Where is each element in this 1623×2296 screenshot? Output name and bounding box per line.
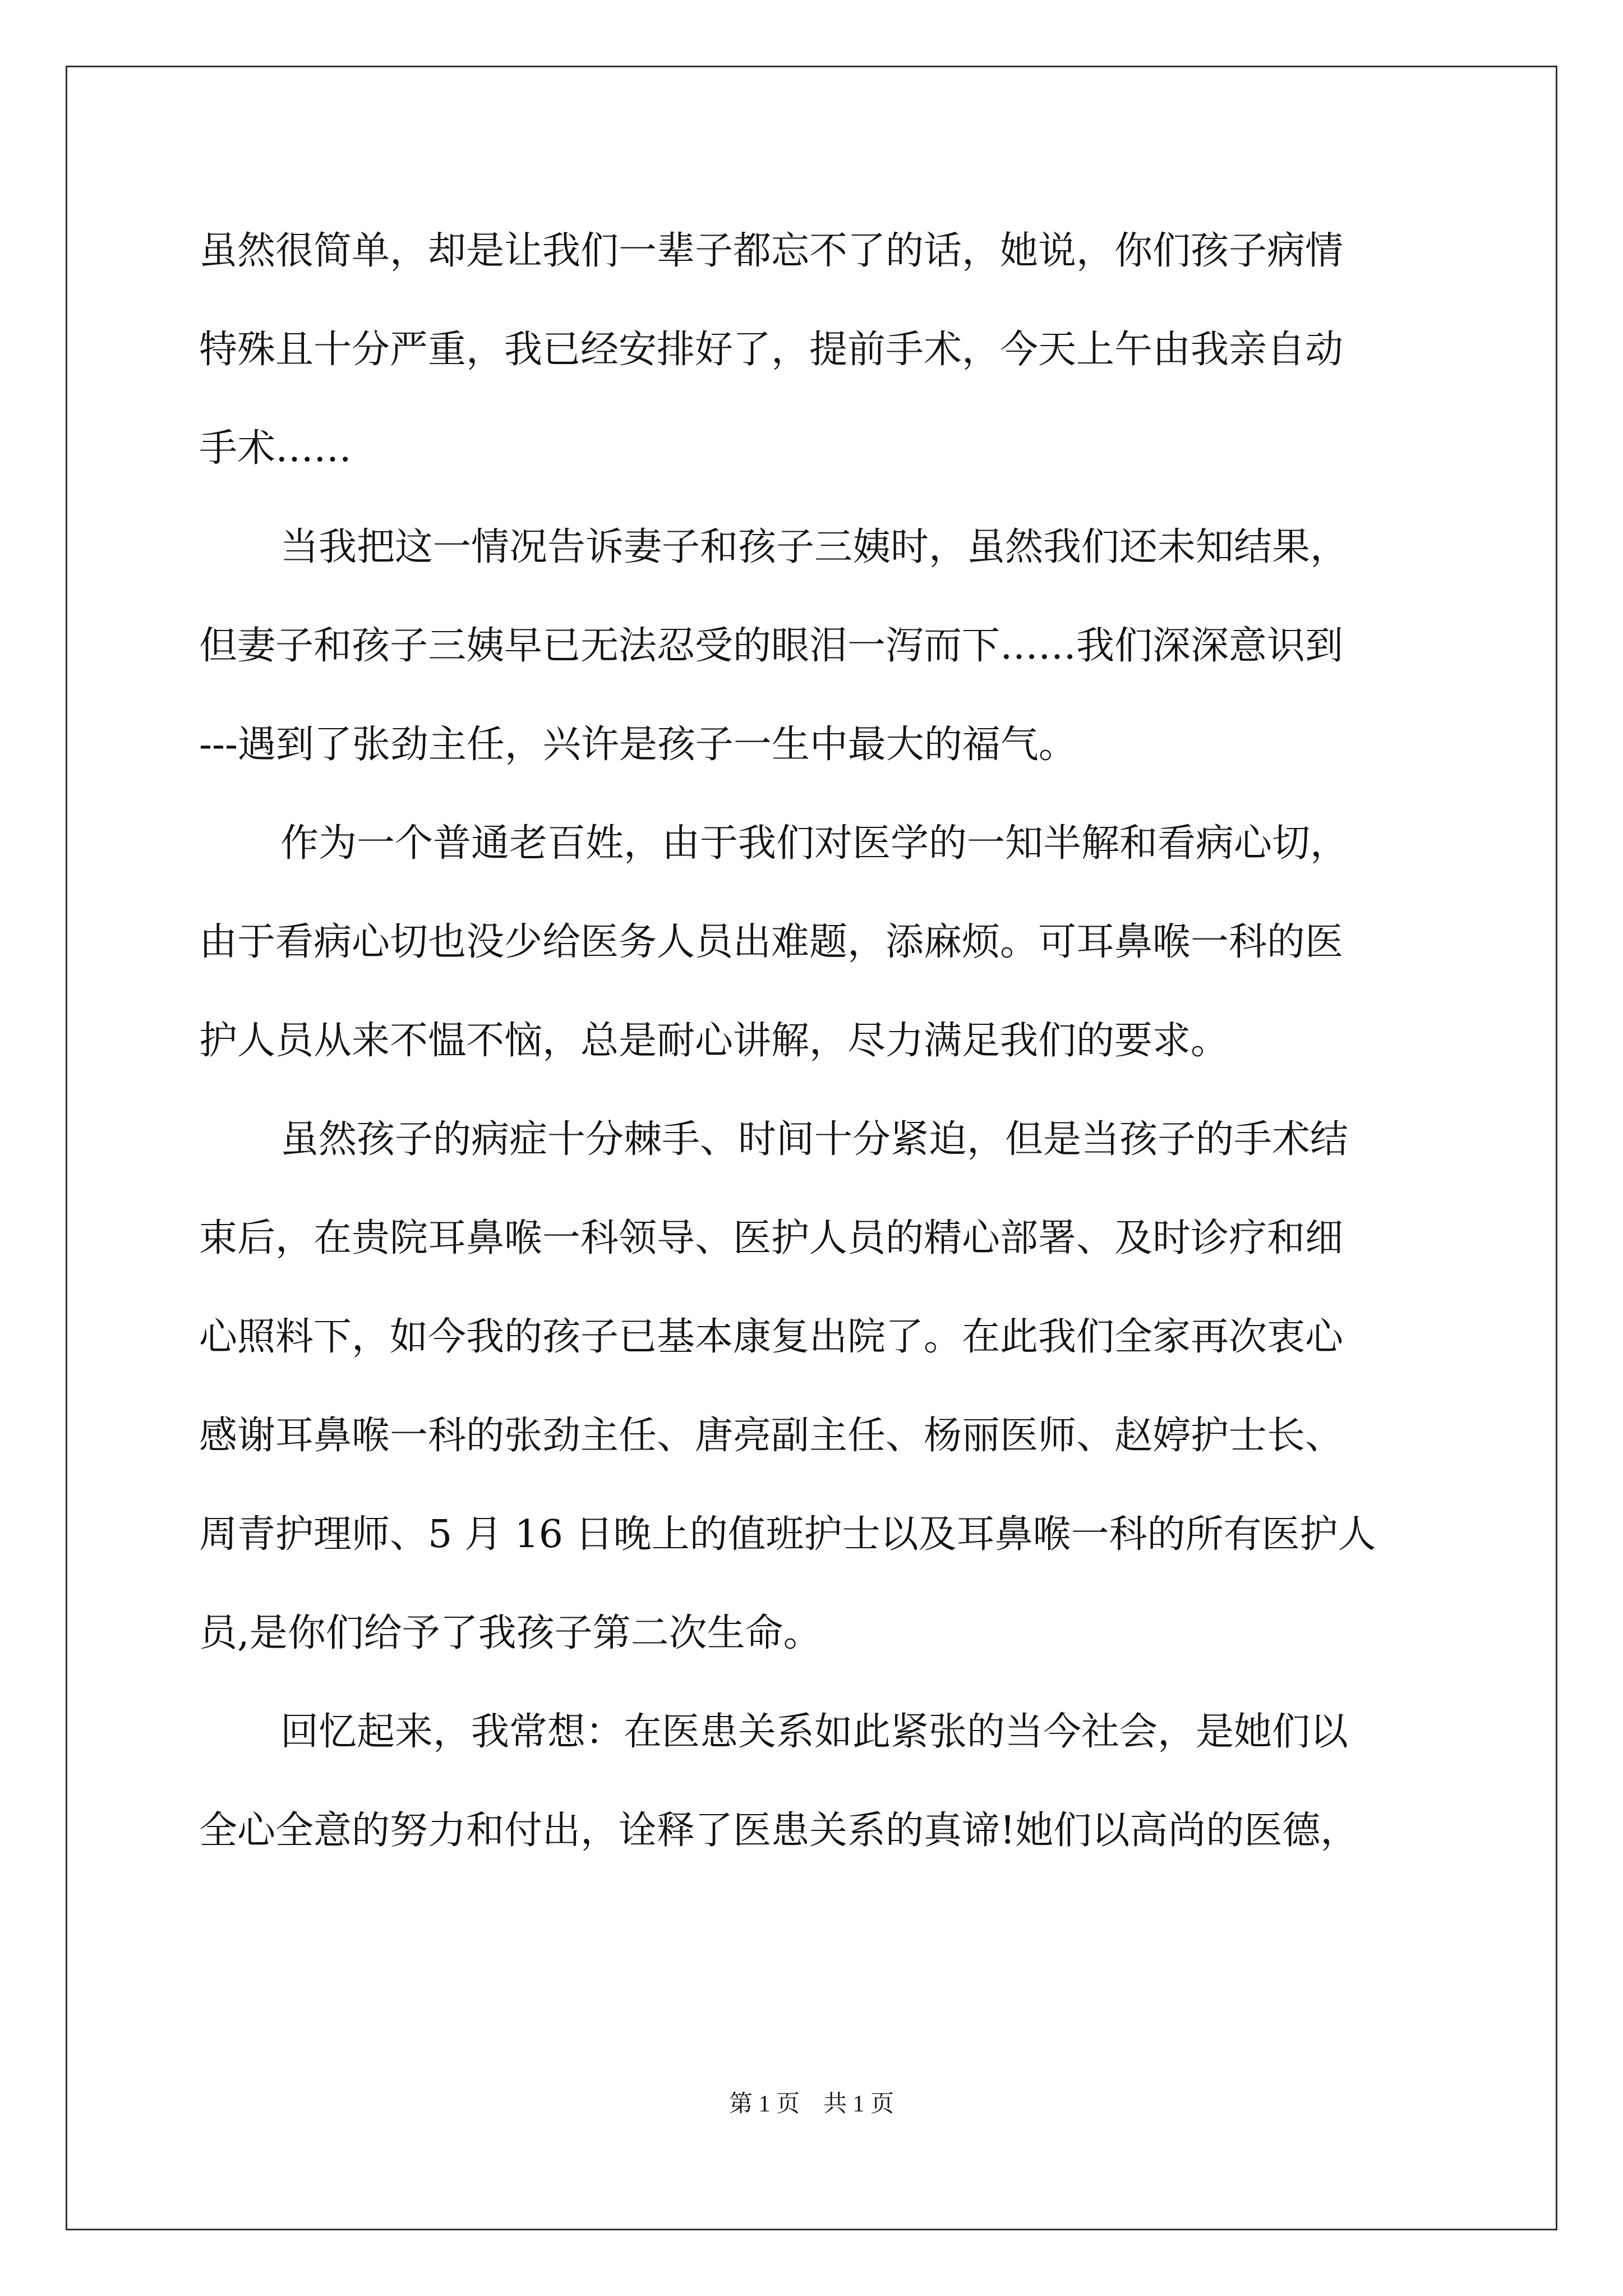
text-line: 感谢耳鼻喉一科的张劲主任、唐亮副主任、杨丽医师、赵婷护士长、 bbox=[199, 1414, 1344, 1458]
text-line: 员,是你们给予了我孩子第二次生命。 bbox=[199, 1611, 822, 1655]
text-line: ---遇到了张劲主任，兴许是孩子一生中最大的福气。 bbox=[199, 723, 1077, 767]
text-line: 由于看病心切也没少给医务人员出难题，添麻烦。可耳鼻喉一科的医 bbox=[199, 920, 1344, 964]
text-line: 但妻子和孩子三姨早已无法忍受的眼泪一泻而下……我们深深意识到 bbox=[199, 624, 1344, 668]
text-line: 手术…… bbox=[199, 426, 352, 471]
page-number-footer: 第 1 页 共 1 页 bbox=[728, 2091, 894, 2117]
text-line: 周青护理师、5 月 16 日晚上的值班护士以及耳鼻喉一科的所有医护人 bbox=[199, 1512, 1376, 1557]
text-line: 束后，在贵院耳鼻喉一科领导、医护人员的精心部署、及时诊疗和细 bbox=[199, 1216, 1344, 1260]
text-line: 护人员从来不愠不恼，总是耐心讲解，尽力满足我们的要求。 bbox=[199, 1019, 1229, 1063]
paragraph-start-line: 作为一个普通老百姓，由于我们对医学的一知半解和看病心切， bbox=[280, 821, 1349, 866]
text-line: 全心全意的努力和付出，诠释了医患关系的真谛!她们以高尚的医德， bbox=[199, 1809, 1359, 1853]
paragraph-start-line: 回忆起来，我常想：在医患关系如此紧张的当今社会，是她们以 bbox=[280, 1710, 1349, 1754]
text-line: 特殊且十分严重，我已经安排好了，提前手术，今天上午由我亲自动 bbox=[199, 328, 1344, 372]
document-body bbox=[199, 202, 1422, 1880]
text-line: 虽然很简单，却是让我们一辈子都忘不了的话，她说，你们孩子病情 bbox=[199, 229, 1344, 273]
paragraph-start-line: 虽然孩子的病症十分棘手、时间十分紧迫，但是当孩子的手术结 bbox=[280, 1117, 1349, 1162]
paragraph-start-line: 当我把这一情况告诉妻子和孩子三姨时，虽然我们还未知结果， bbox=[280, 525, 1349, 569]
text-line: 心照料下，如今我的孩子已基本康复出院了。在此我们全家再次衷心 bbox=[199, 1315, 1344, 1359]
